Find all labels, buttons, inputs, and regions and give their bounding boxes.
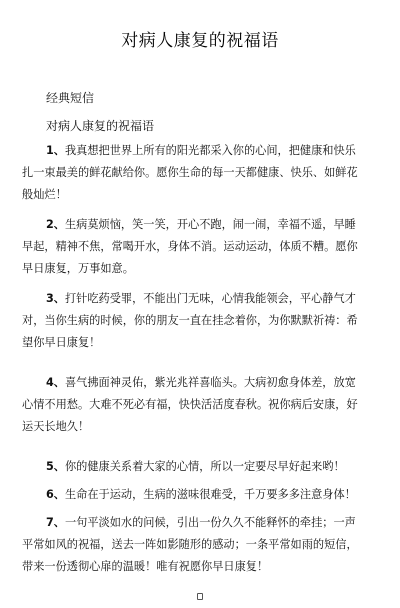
subheading-classic-sms: 经典短信 <box>46 91 95 105</box>
paragraph-line: 7、一句平淡如水的问候，引出一份久久不能释怀的牵挂；一声 <box>46 516 356 529</box>
paragraph-number: 2、 <box>46 218 65 231</box>
paragraph-line: 平常如风的祝福，送去一阵如影随形的感动；一条平常如雨的短信， <box>22 538 358 551</box>
paragraph-number: 3、 <box>46 292 65 305</box>
paragraph-line: 带来一份透彻心扉的温暖！唯有祝愿你早日康复！ <box>22 560 269 573</box>
paragraph-number: 5、 <box>46 460 65 473</box>
paragraph-line: 运天长地久！ <box>22 420 90 433</box>
paragraph-line: 早日康复，万事如意。 <box>22 262 134 275</box>
paragraph-7 <box>22 512 378 578</box>
paragraph-line: 6、生命在于运动，生病的滋味很难受，千万要多多注意身体！ <box>46 488 356 501</box>
paragraph-line: 对，当你生病的时候，你的朋友一直在挂念着你，为你默默祈祷：希 <box>22 314 358 327</box>
paragraph-line: 心情不用愁。大难不死必有福，快快活活度春秋。祝你病后安康，好 <box>22 398 358 411</box>
paragraph-line: 4、喜气拂面神灵佑，紫光兆祥喜临头。大病初愈身体差，放宽 <box>46 376 356 389</box>
paragraph-4 <box>22 372 378 438</box>
paragraph-line: 早起，精神不焦，常喝开水，身体不消。运动运动，体质不糟。愿你 <box>22 240 358 253</box>
paragraph-line: 扎一束最美的鲜花献给你。愿你生命的每一天都健康、快乐、如鲜花 <box>22 166 358 179</box>
paragraph-line: 望你早日康复！ <box>22 336 101 349</box>
paragraph-3 <box>22 288 378 354</box>
subheading-blessings: 对病人康复的祝福语 <box>46 119 155 133</box>
paragraph-line: 5、你的健康关系着大家的心情，所以一定要尽早好起来哟！ <box>46 460 345 473</box>
paragraph-line: 3、打针吃药受罪，不能出门无味，心情我能领会，平心静气才 <box>46 292 356 305</box>
page-marker-icon <box>197 593 203 600</box>
paragraph-line: 般灿烂！ <box>22 188 67 201</box>
paragraph-6 <box>22 484 378 506</box>
document-title: 对病人康复的祝福语 <box>121 31 279 51</box>
paragraph-number: 7、 <box>46 516 65 529</box>
paragraph-number: 4、 <box>46 376 65 389</box>
paragraph-number: 6、 <box>46 488 65 501</box>
paragraph-5 <box>22 456 378 478</box>
paragraph-2 <box>22 214 378 280</box>
paragraph-line: 2、生病莫烦恼，笑一笑，开心不跑，闹一闹，幸福不遥，早睡 <box>46 218 356 231</box>
paragraph-1 <box>22 140 378 206</box>
paragraph-number: 1、 <box>46 144 65 157</box>
paragraph-line: 1、我真想把世界上所有的阳光都采入你的心间，把健康和快乐 <box>46 144 356 157</box>
